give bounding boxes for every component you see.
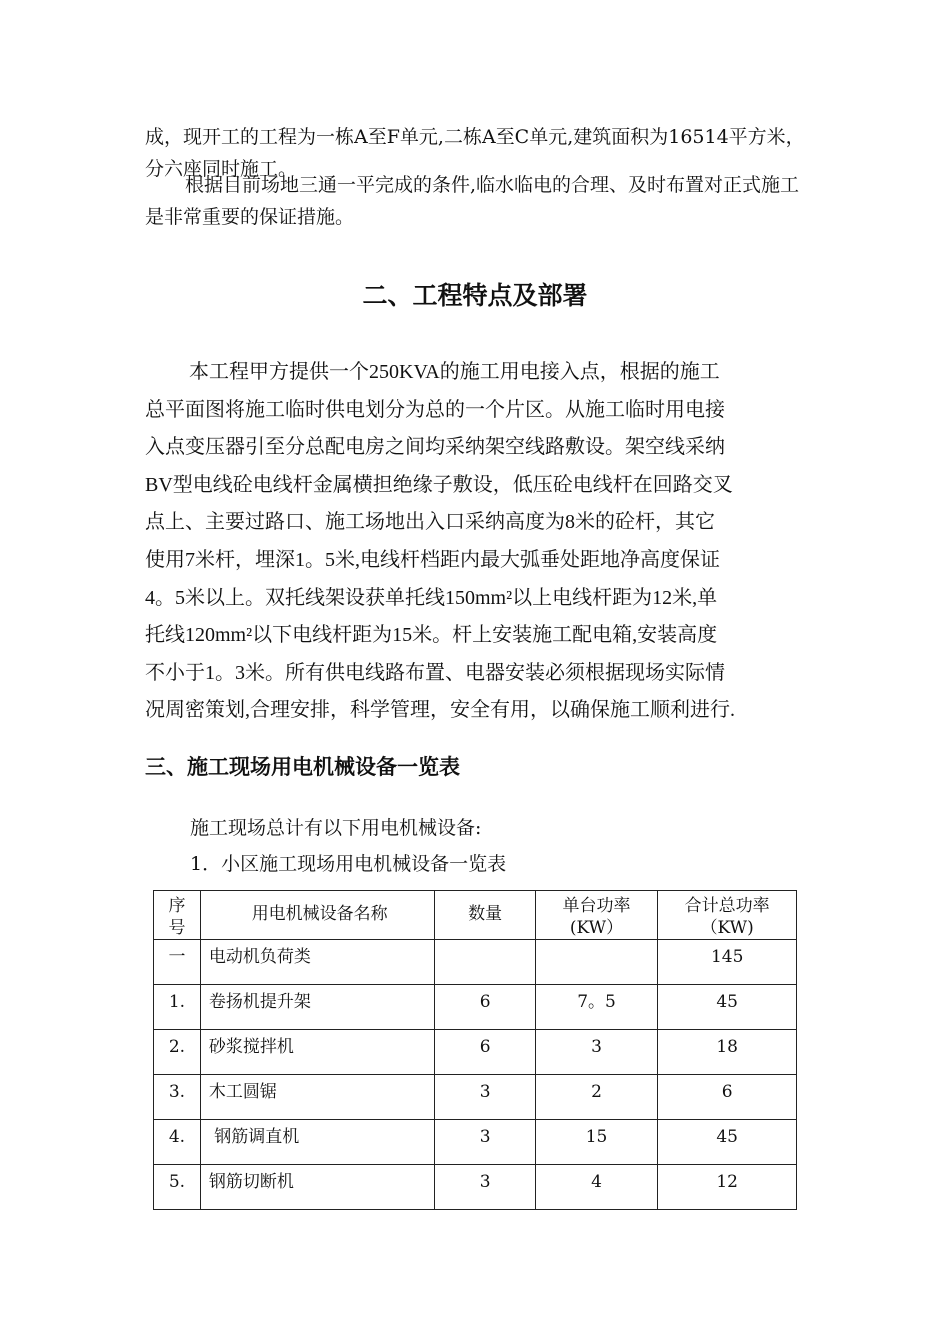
header-name: 用电机械设备名称 (200, 891, 435, 940)
header-no-line1: 序 (168, 896, 186, 916)
text-line: 点上、主要过路口、施工场地出入口采纳高度为8米的砼杆，其它 (145, 511, 715, 534)
cell-no: 一 (154, 940, 201, 985)
header-total-power (658, 891, 797, 940)
text-line: 不小于1。3米。所有供电线路布置、电器安装必须根据现场实际情 (145, 661, 725, 684)
table-row (154, 940, 797, 985)
cell-qty: 6 (435, 1030, 535, 1075)
header-total-line1: 合计总功率 (684, 896, 770, 916)
text-line: 况周密策划,合理安排，科学管理，安全有用，以确保施工顺利进行. (145, 699, 735, 722)
header-no-line2: 号 (168, 918, 186, 938)
table-row (154, 1165, 797, 1210)
header-qty: 数量 (435, 891, 535, 940)
table-row (154, 1075, 797, 1120)
table-row (154, 1120, 797, 1165)
cell-qty: 3 (435, 1165, 535, 1210)
table-header-row (154, 891, 797, 940)
cell-qty (435, 940, 535, 985)
text-line: 入点变压器引至分总配电房之间均采纳架空线路敷设。架空线采纳 (145, 436, 725, 459)
cell-no: 5. (154, 1165, 201, 1210)
equipment-table (153, 890, 797, 1210)
cell-no: 4. (154, 1120, 201, 1165)
text-line: 本工程甲方提供一个250KVA的施工用电接入点，根据的施工 (189, 361, 720, 383)
cell-name: 卷扬机提升架 (200, 985, 435, 1030)
cell-total: 18 (658, 1030, 797, 1075)
cell-unit: 3 (535, 1030, 658, 1075)
section-3-heading: 三、施工现场用电机械设备一览表 (145, 755, 460, 779)
text-line: 总平面图将施工临时供电划分为总的一个片区。从施工临时用电接 (145, 398, 725, 421)
cell-total: 45 (658, 985, 797, 1030)
paragraph-power-layout (145, 354, 810, 730)
cell-name: 电动机负荷类 (200, 940, 435, 985)
header-unit-line1: 单台功率 (562, 896, 631, 916)
text-line: 使用7米杆，埋深1。5米,电线杆档距内最大弧垂处距地净高度保证 (145, 548, 720, 571)
cell-total: 6 (658, 1075, 797, 1120)
cell-no: 2. (154, 1030, 201, 1075)
header-unit-line2: (KW） (569, 918, 624, 938)
table-row (154, 985, 797, 1030)
table-row (154, 1030, 797, 1075)
text-line: 托线120mm²以下电线杆距为15米。杆上安装施工配电箱,安装高度 (145, 624, 718, 647)
cell-no: 3. (154, 1075, 201, 1120)
cell-name: 钢筋调直机 (200, 1120, 435, 1165)
section-2-heading: 二、工程特点及部署 (362, 281, 588, 310)
header-unit-power (535, 891, 658, 940)
cell-unit (535, 940, 658, 985)
cell-qty: 3 (435, 1120, 535, 1165)
cell-no: 1. (154, 985, 201, 1030)
cell-unit: 4 (535, 1165, 658, 1210)
equipment-intro: 施工现场总计有以下用电机械设备: (190, 817, 482, 839)
cell-name: 砂浆搅拌机 (200, 1030, 435, 1075)
text-line: 4。5米以上。双托线架设获单托线150mm²以上电线杆距为12米,单 (145, 586, 718, 609)
cell-name: 木工圆锯 (200, 1075, 435, 1120)
cell-unit: 7。5 (535, 985, 658, 1030)
paragraph-site-conditions: 根据目前场地三通一平完成的条件,临水临电的合理、及时布置对正式施工是非常重要的保证措施。 (145, 174, 800, 228)
cell-unit: 2 (535, 1075, 658, 1120)
cell-unit: 15 (535, 1120, 658, 1165)
cell-qty: 6 (435, 985, 535, 1030)
text-line: BV型电线砼电线杆金属横担绝缘子敷设，低压砼电线杆在回路交叉 (145, 473, 733, 496)
cell-total: 145 (658, 940, 797, 985)
cell-total: 12 (658, 1165, 797, 1210)
cell-total: 45 (658, 1120, 797, 1165)
header-total-line2: （KW) (700, 918, 754, 938)
table-caption: 1．小区施工现场用电机械设备一览表 (190, 853, 507, 875)
header-no (154, 891, 201, 940)
paragraph-project-scope: 成，现开工的工程为一栋A至F单元,二栋A至C单元,建筑面积为16514平方米，分六座同时施工。 (145, 126, 805, 180)
cell-qty: 3 (435, 1075, 535, 1120)
cell-name: 钢筋切断机 (200, 1165, 435, 1210)
